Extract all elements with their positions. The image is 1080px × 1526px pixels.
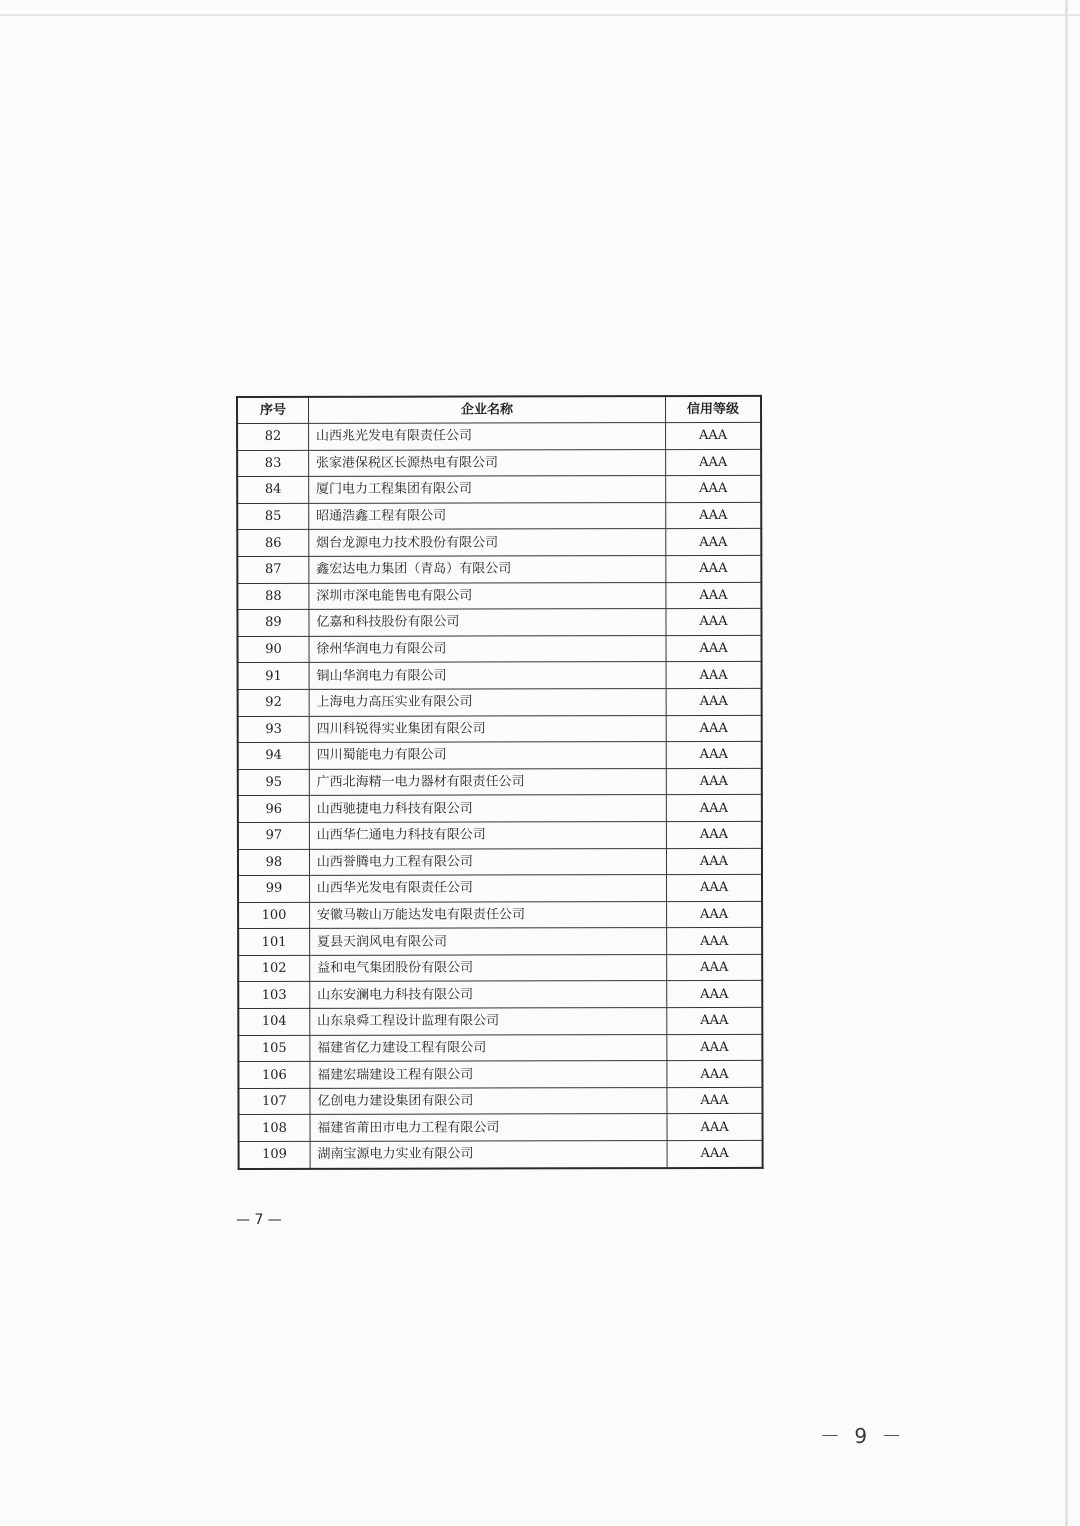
table-row [238,901,762,929]
row-credit-grade: AAA [667,928,763,955]
row-credit-grade: AAA [666,688,762,715]
row-company-name: 鑫宏达电力集团（青岛）有限公司 [309,556,666,583]
table-header-row [237,396,761,424]
row-credit-grade: AAA [666,635,762,662]
row-company-name: 山西驰捷电力科技有限公司 [309,795,666,822]
table-row [238,768,762,796]
table-row [237,529,761,557]
row-credit-grade: AAA [666,742,762,769]
row-company-name: 山西誉腾电力工程有限公司 [309,848,666,875]
row-company-name: 广西北海精一电力器材有限责任公司 [309,768,666,795]
outer-page-number: － 9 － [820,1424,906,1448]
header-credit-grade: 信用等级 [666,396,762,423]
row-credit-grade: AAA [667,981,763,1008]
row-serial-number: 97 [238,822,309,849]
row-company-name: 益和电气集团股份有限公司 [310,954,667,981]
header-serial-number: 序号 [237,397,308,424]
table-row [238,1007,762,1035]
row-company-name: 山东安澜电力科技有限公司 [310,981,667,1008]
row-credit-grade: AAA [666,582,762,609]
table-row [238,742,762,770]
row-credit-grade: AAA [666,795,762,822]
row-serial-number: 92 [238,689,309,716]
row-credit-grade: AAA [667,1087,763,1114]
row-serial-number: 90 [238,636,309,663]
row-credit-grade: AAA [666,449,762,476]
credit-rating-table [236,395,764,1170]
row-company-name: 福建宏瑞建设工程有限公司 [310,1061,667,1088]
inner-page-number: — 7 — [236,1212,282,1228]
row-credit-grade: AAA [666,848,762,875]
row-credit-grade: AAA [666,821,762,848]
table-row [238,1061,762,1089]
table-row [238,715,762,743]
row-serial-number: 94 [238,742,309,769]
row-serial-number: 104 [238,1008,309,1035]
table-row [237,449,761,477]
row-credit-grade: AAA [666,502,762,529]
table-row [238,821,762,849]
row-credit-grade: AAA [667,1007,763,1034]
row-serial-number: 93 [238,716,309,743]
scan-edge-right [1065,0,1068,1526]
row-credit-grade: AAA [667,901,763,928]
row-credit-grade: AAA [666,476,762,503]
row-serial-number: 88 [237,583,308,610]
row-credit-grade: AAA [667,954,763,981]
row-company-name: 山西华仁通电力科技有限公司 [309,822,666,849]
row-company-name: 深圳市深电能售电有限公司 [309,582,666,609]
row-serial-number: 107 [238,1088,309,1115]
row-serial-number: 99 [238,875,309,902]
row-credit-grade: AAA [667,1140,763,1167]
row-company-name: 四川科锐得实业集团有限公司 [309,715,666,742]
row-credit-grade: AAA [666,662,762,689]
table-row [237,422,761,450]
table-row [238,1087,762,1115]
header-company-name: 企业名称 [308,396,665,423]
row-credit-grade: AAA [667,1034,763,1061]
row-serial-number: 89 [237,610,308,637]
row-company-name: 昭通浩鑫工程有限公司 [309,502,666,529]
row-credit-grade: AAA [667,874,763,901]
row-company-name: 山东泉舜工程设计监理有限公司 [310,1008,667,1035]
row-company-name: 张家港保税区长源热电有限公司 [308,449,665,476]
table-row [237,609,761,637]
row-credit-grade: AAA [667,1061,763,1088]
table-row [238,954,762,982]
row-serial-number: 85 [237,503,308,530]
row-serial-number: 95 [238,769,309,796]
row-serial-number: 103 [238,982,309,1009]
row-serial-number: 83 [237,450,308,477]
row-company-name: 福建省莆田市电力工程有限公司 [310,1114,667,1141]
row-company-name: 福建省亿力建设工程有限公司 [310,1034,667,1061]
row-company-name: 山西兆光发电有限责任公司 [308,423,665,450]
row-serial-number: 84 [237,477,308,504]
table-row [237,582,761,610]
table-row [238,981,762,1009]
table-row [239,1114,763,1142]
table-row [238,1034,762,1062]
row-serial-number: 98 [238,849,309,876]
row-serial-number: 86 [237,530,308,557]
row-company-name: 湖南宝源电力实业有限公司 [310,1141,667,1169]
row-serial-number: 108 [239,1115,310,1142]
row-serial-number: 109 [239,1141,310,1168]
row-company-name: 亿创电力建设集团有限公司 [310,1087,667,1114]
row-company-name: 烟台龙源电力技术股份有限公司 [309,529,666,556]
row-serial-number: 105 [238,1035,309,1062]
table-row [238,688,762,716]
row-company-name: 夏县天润风电有限公司 [309,928,666,955]
table-row [239,1140,763,1168]
row-credit-grade: AAA [666,555,762,582]
row-serial-number: 96 [238,796,309,823]
row-serial-number: 106 [238,1062,309,1089]
row-serial-number: 91 [238,663,309,690]
row-serial-number: 87 [237,556,308,583]
row-credit-grade: AAA [667,1114,763,1141]
row-company-name: 山西华光发电有限责任公司 [309,875,666,902]
table-row [238,635,762,663]
row-company-name: 徐州华润电力有限公司 [309,635,666,662]
table-row [238,848,762,876]
row-serial-number: 101 [238,929,309,956]
scan-edge-top [0,14,1080,16]
row-company-name: 安徽马鞍山万能达发电有限责任公司 [309,901,666,928]
row-company-name: 厦门电力工程集团有限公司 [309,476,666,503]
table-row [237,555,761,583]
row-credit-grade: AAA [666,609,762,636]
row-credit-grade: AAA [666,422,762,449]
table-body [237,422,763,1168]
row-company-name: 四川蜀能电力有限公司 [309,742,666,769]
row-serial-number: 82 [237,423,308,450]
row-credit-grade: AAA [666,715,762,742]
row-serial-number: 100 [238,902,309,929]
table-row [238,662,762,690]
row-serial-number: 102 [238,955,309,982]
row-company-name: 铜山华润电力有限公司 [309,662,666,689]
row-company-name: 亿嘉和科技股份有限公司 [309,609,666,636]
table-row [237,502,761,530]
table-row [238,874,762,902]
table-row [238,928,762,956]
table-row [237,476,761,504]
table-row [238,795,762,823]
row-credit-grade: AAA [666,529,762,556]
row-company-name: 上海电力高压实业有限公司 [309,689,666,716]
row-credit-grade: AAA [666,768,762,795]
